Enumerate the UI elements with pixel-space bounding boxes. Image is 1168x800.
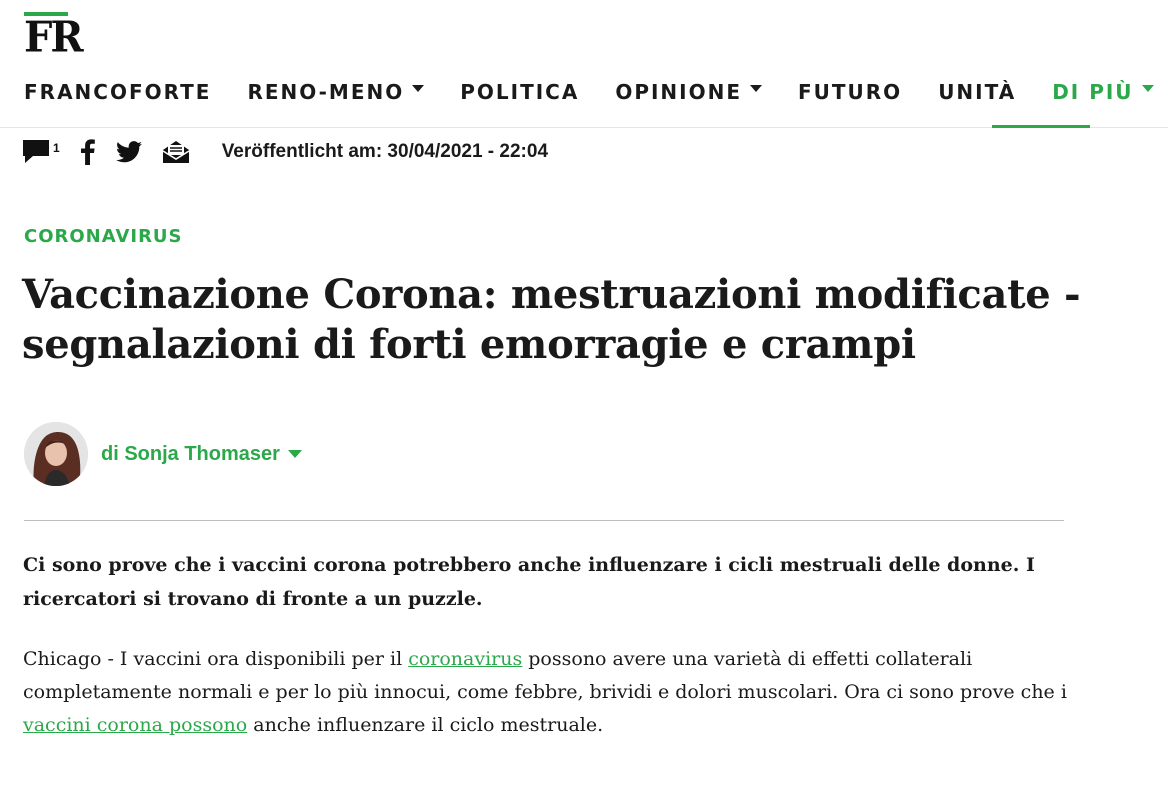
author-link[interactable] <box>101 443 302 466</box>
caret-down-icon <box>1142 85 1154 92</box>
caret-down-icon <box>412 85 424 92</box>
body-text-3: anche influenzare il ciclo mestruale. <box>247 714 604 736</box>
author-name: di Sonja Thomaser <box>101 442 280 465</box>
active-nav-indicator <box>992 125 1090 128</box>
caret-down-icon <box>750 85 762 92</box>
author-block <box>24 422 302 486</box>
nav-item-unita[interactable] <box>938 76 1016 108</box>
article-body <box>23 643 1083 742</box>
author-avatar[interactable] <box>24 422 88 486</box>
author-photo <box>24 422 88 486</box>
article-lead: Ci sono prove che i vaccini corona potrebbero anche influenzare i cicli mestruali delle donne. I ricercatori si trovano di fronte a un puzzle. <box>23 554 1035 610</box>
nav-label: FRANCOFORTE <box>24 80 212 104</box>
body-text-1: Chicago - I vaccini ora disponibili per il <box>23 648 409 670</box>
email-share-button[interactable] <box>162 138 190 166</box>
body-text-2: possono avere una varietà di effetti collaterali completamente normali e per lo più innocui, come febbre, brividi e dolori muscolari. Ora ci sono prove che i <box>23 648 1067 703</box>
twitter-share-button[interactable] <box>116 138 142 166</box>
nav-label: OPINIONE <box>615 80 742 104</box>
vaccini-corona-link[interactable]: vaccini corona possono <box>23 714 248 736</box>
facebook-icon <box>80 139 96 165</box>
nav-item-politica[interactable] <box>460 76 579 108</box>
content-divider <box>24 520 1064 521</box>
nav-label: POLITICA <box>460 80 580 104</box>
nav-item-futuro[interactable] <box>798 76 902 108</box>
site-logo[interactable] <box>24 12 82 63</box>
email-icon <box>162 140 190 164</box>
nav-item-opinione[interactable] <box>615 76 762 108</box>
coronavirus-link[interactable]: coronavirus <box>408 648 523 670</box>
comment-count: 1 <box>53 141 60 155</box>
logo-text: FR <box>24 12 82 63</box>
article-meta <box>22 134 548 170</box>
nav-label: UNITÀ <box>938 80 1017 104</box>
nav-item-reno-meno[interactable] <box>247 76 424 108</box>
nav-label: DI PIÙ <box>1052 80 1134 104</box>
nav-label: RENO-MENO <box>247 80 405 104</box>
facebook-share-button[interactable] <box>80 138 96 166</box>
nav-item-francoforte[interactable] <box>24 76 211 108</box>
main-nav <box>24 76 1168 128</box>
caret-down-icon <box>288 450 302 458</box>
published-date: Veröffentlicht am: 30/04/2021 - 22:04 <box>221 141 549 162</box>
nav-item-di-piu[interactable] <box>1052 76 1153 108</box>
article-headline: Vaccinazione Corona: mestruazioni modificate - segnalazioni di forti emorragie e crampi <box>22 271 1081 368</box>
comment-icon <box>22 139 50 165</box>
article-kicker[interactable]: CORONAVIRUS <box>24 226 183 247</box>
nav-label: FUTURO <box>798 80 903 104</box>
twitter-icon <box>116 141 142 163</box>
comments-button[interactable] <box>22 138 60 166</box>
